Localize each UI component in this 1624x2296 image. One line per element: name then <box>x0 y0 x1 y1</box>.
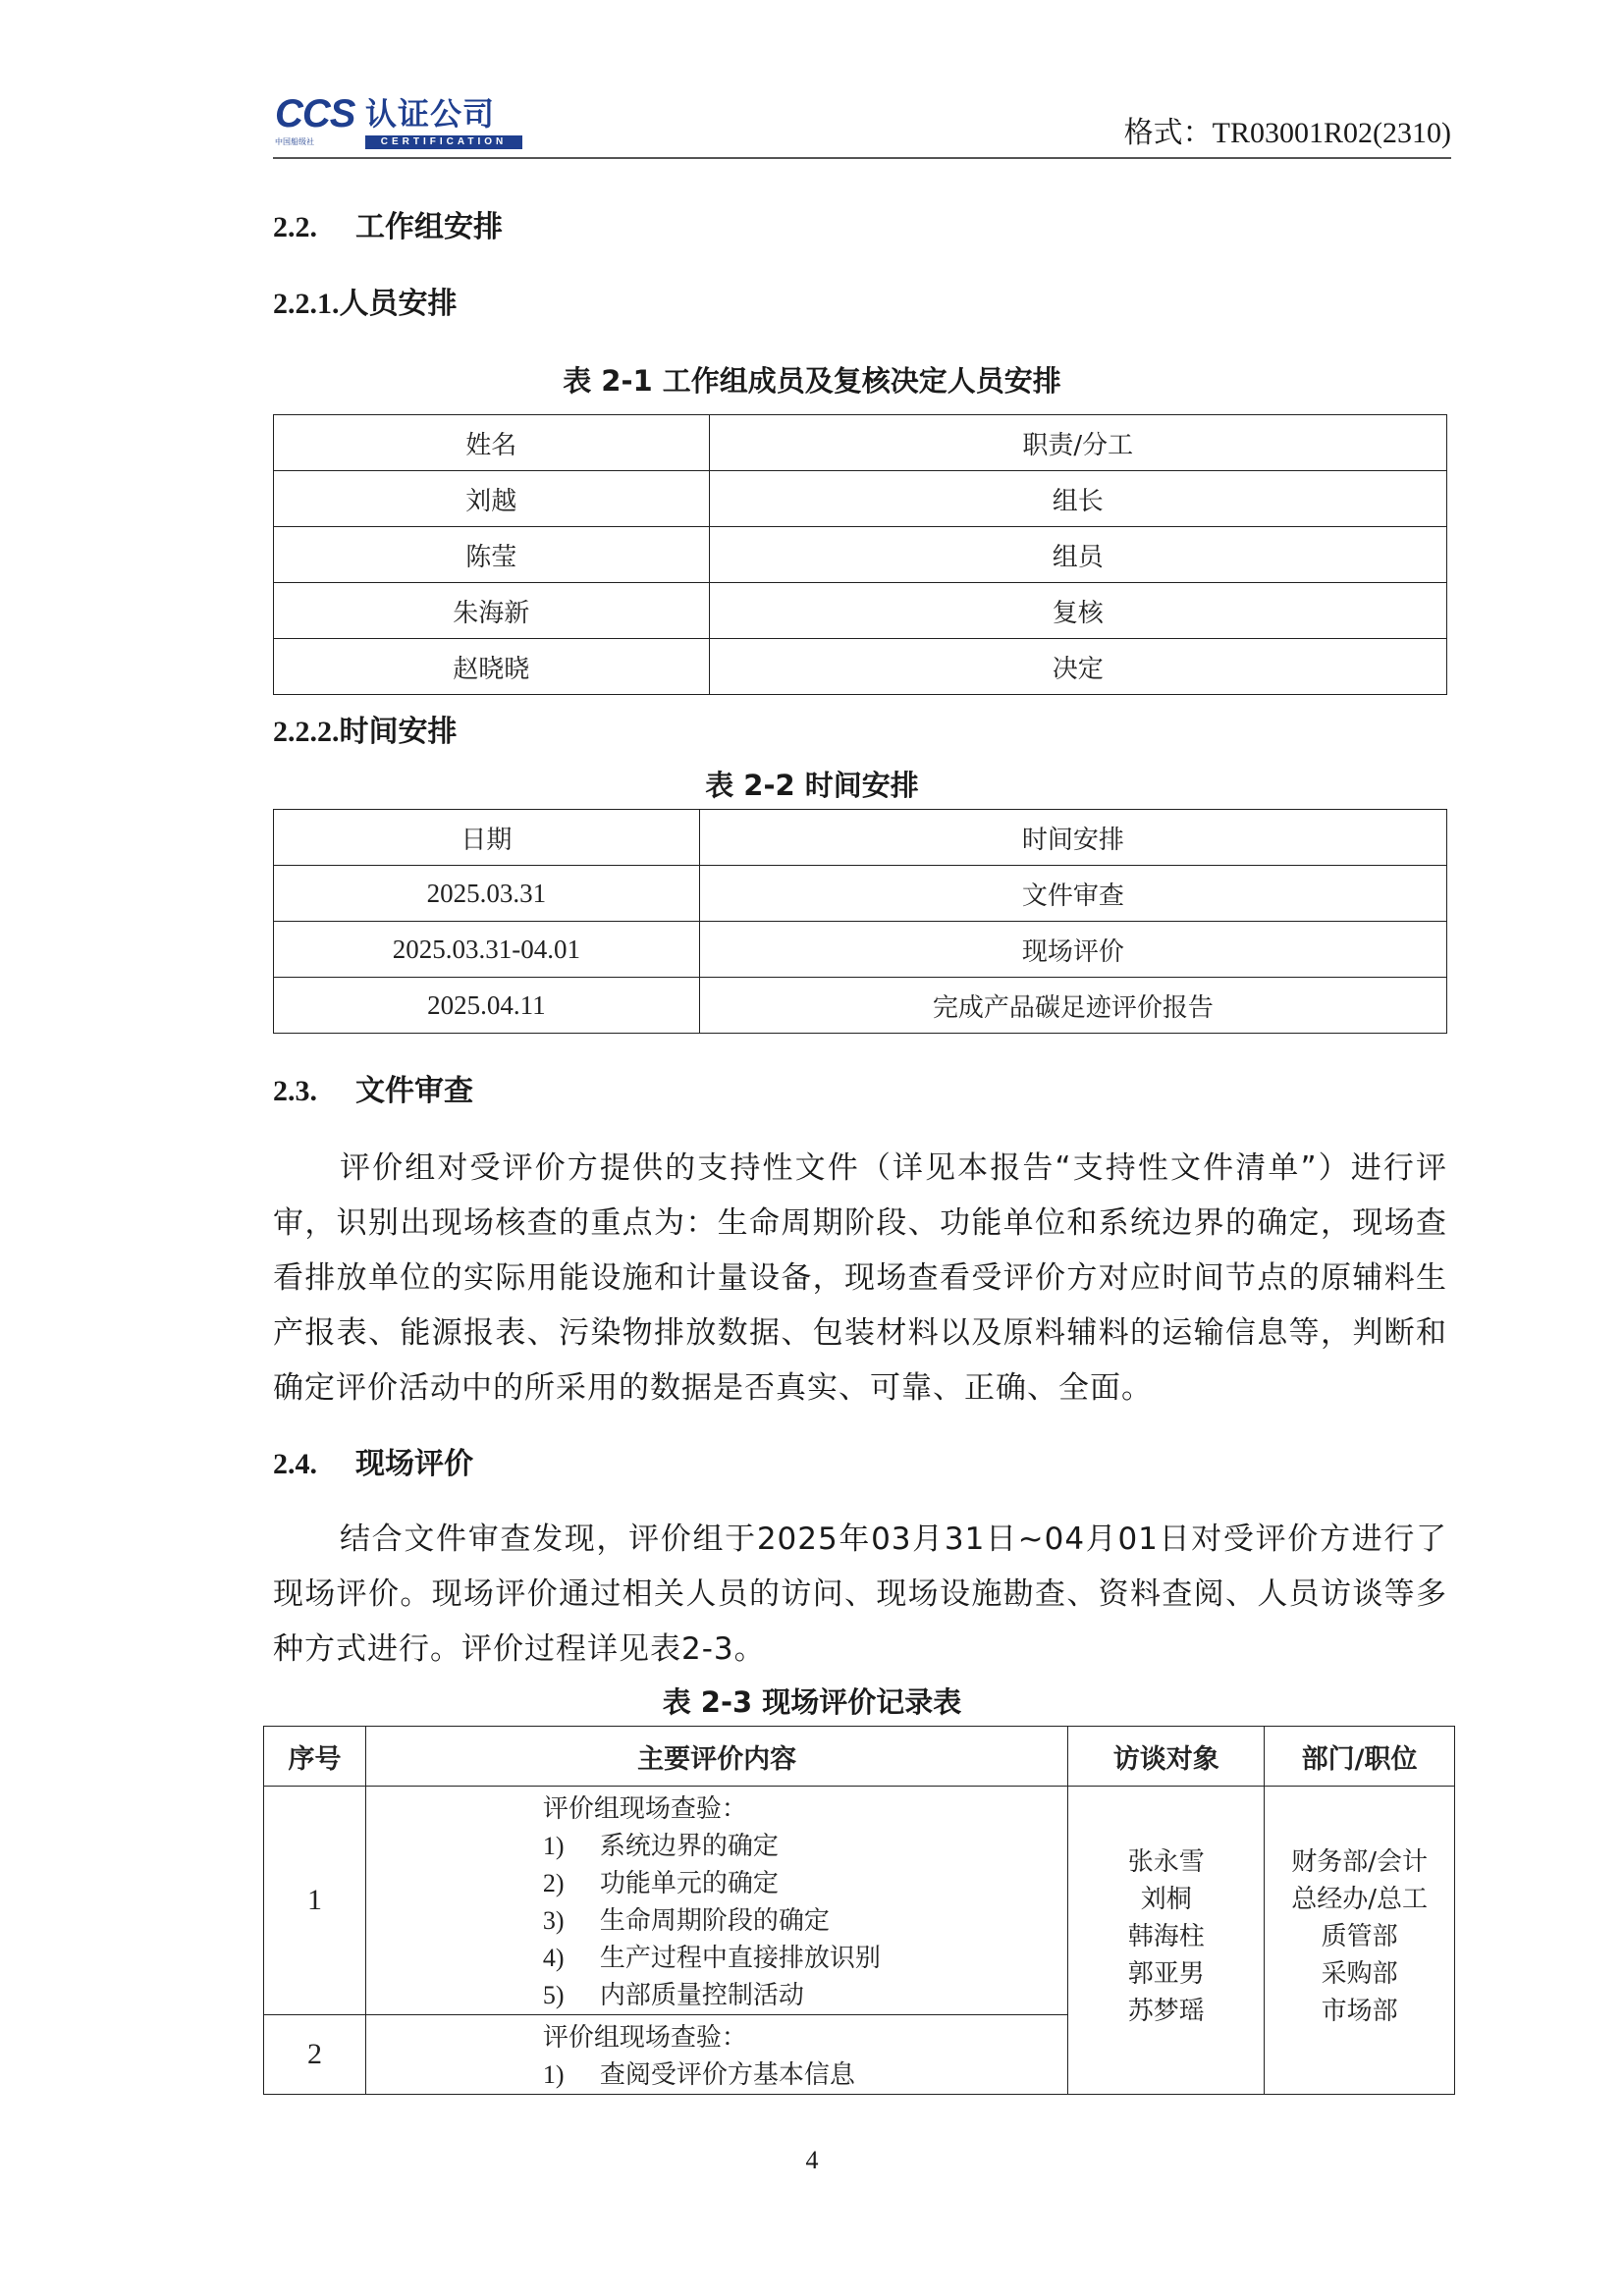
section-title: 现场评价 <box>355 1447 473 1481</box>
company-logo <box>275 94 530 149</box>
table-row <box>274 978 1447 1034</box>
item-number: 4) <box>542 1944 565 1972</box>
position: 市场部 <box>1321 1997 1398 2026</box>
table-row <box>264 1787 1455 2015</box>
header-cell: 主要评价内容 <box>365 1727 1067 1787</box>
header-cell: 访谈对象 <box>1068 1727 1265 1787</box>
table-row <box>274 866 1447 922</box>
item-text: 内部质量控制活动 <box>599 1981 804 2010</box>
list-item <box>366 1865 1067 1902</box>
list-item <box>366 2056 1067 2094</box>
item-text: 查阅受评价方基本信息 <box>599 2060 855 2090</box>
table-header-row <box>264 1727 1455 1787</box>
section-heading-2-2-2 <box>273 715 458 750</box>
interviewee: 刘桐 <box>1140 1885 1192 1914</box>
position: 总经办/总工 <box>1291 1885 1428 1914</box>
personnel-table <box>273 414 1447 695</box>
sequence-cell: 2 <box>264 2015 366 2095</box>
header-divider <box>273 157 1451 159</box>
section-number: 2.2.2. <box>273 716 340 748</box>
item-number: 1) <box>542 1832 565 1860</box>
interviewee: 郭亚男 <box>1127 1959 1205 1989</box>
interviewee: 张永雪 <box>1127 1847 1205 1877</box>
content-lead: 评价组现场查验： <box>542 2023 747 2053</box>
logo-ccs-text: CCS <box>275 92 355 135</box>
logo-company-name: 认证公司 <box>365 95 496 133</box>
header-cell: 时间安排 <box>699 810 1446 866</box>
item-number: 1) <box>542 2060 565 2089</box>
list-item <box>366 1940 1067 1977</box>
table-header-row <box>274 810 1447 866</box>
table-row <box>274 639 1447 695</box>
table-caption-2-2: 表 2-2 时间安排 <box>705 769 919 802</box>
section-title: 时间安排 <box>339 715 458 749</box>
schedule-table <box>273 809 1447 1034</box>
table-caption-2-1: 表 2-1 工作组成员及复核决定人员安排 <box>563 364 1061 398</box>
list-item <box>366 1828 1067 1865</box>
name-cell: 朱海新 <box>274 583 710 639</box>
interviewee: 苏梦瑶 <box>1127 1997 1205 2026</box>
item-number: 5) <box>542 1981 565 2009</box>
item-number: 3) <box>542 1906 565 1935</box>
list-item <box>366 1977 1067 2014</box>
date-cell: 2025.03.31-04.01 <box>274 922 700 978</box>
interviewee: 韩海柱 <box>1127 1922 1205 1951</box>
section-heading-2-4 <box>273 1447 473 1482</box>
position: 质管部 <box>1321 1922 1398 1951</box>
header-cell: 序号 <box>264 1727 366 1787</box>
activity-cell: 完成产品碳足迹评价报告 <box>699 978 1446 1034</box>
header-cell: 日期 <box>274 810 700 866</box>
position: 财务部/会计 <box>1291 1847 1428 1877</box>
role-cell: 决定 <box>709 639 1446 695</box>
sequence-cell: 1 <box>264 1787 366 2015</box>
evaluation-content-cell <box>365 1787 1067 2015</box>
evaluation-content-cell <box>365 2015 1067 2095</box>
role-cell: 组长 <box>709 471 1446 527</box>
table-row <box>274 471 1447 527</box>
name-cell: 赵晓晓 <box>274 639 710 695</box>
list-item <box>366 1902 1067 1940</box>
date-cell: 2025.03.31 <box>274 866 700 922</box>
positions-cell <box>1265 1787 1455 2095</box>
name-cell: 刘越 <box>274 471 710 527</box>
table-row <box>274 527 1447 583</box>
interviewees-cell <box>1068 1787 1265 2095</box>
section-heading-2-2 <box>273 210 503 245</box>
table-caption-2-3: 表 2-3 现场评价记录表 <box>662 1685 962 1719</box>
section-title: 人员安排 <box>339 287 458 321</box>
activity-cell: 现场评价 <box>699 922 1446 978</box>
logo-certification-bar: CERTIFICATION <box>365 135 522 149</box>
item-text: 生命周期阶段的确定 <box>599 1906 830 1936</box>
section-title: 文件审查 <box>355 1074 473 1108</box>
header-cell: 姓名 <box>274 415 710 471</box>
content-lead: 评价组现场查验： <box>542 1794 747 1824</box>
section-heading-2-2-1 <box>273 287 458 322</box>
document-review-paragraph: 评价组对受评价方提供的支持性文件（详见本报告“支持性文件清单”）进行评审，识别出现场核查的重点为：生命周期阶段、功能单位和系统边界的确定，现场查看排放单位的实际用能设施和计量设备，现场查看受评价方对应时间节点的原辅料生产报表、能源报表、污染物排放数据、包装材料以及原料辅料的运输信息等，判断和确定评价活动中的所采用的数据是否真实、可靠、正确、全面。 <box>273 1150 1447 1406</box>
role-cell: 复核 <box>709 583 1446 639</box>
table-row <box>274 583 1447 639</box>
item-text: 生产过程中直接排放识别 <box>599 1944 881 1973</box>
section-number: 2.3. <box>273 1075 317 1107</box>
section-number: 2.2. <box>273 211 317 243</box>
role-cell: 组员 <box>709 527 1446 583</box>
section-title: 工作组安排 <box>355 210 503 244</box>
item-number: 2) <box>542 1869 565 1897</box>
position: 采购部 <box>1321 1959 1398 1989</box>
site-evaluation-table <box>263 1726 1455 2095</box>
logo-subtitle: 中国船级社 <box>275 137 314 146</box>
item-text: 系统边界的确定 <box>599 1832 779 1861</box>
name-cell: 陈莹 <box>274 527 710 583</box>
date-cell: 2025.04.11 <box>274 978 700 1034</box>
activity-cell: 文件审查 <box>699 866 1446 922</box>
section-number: 2.4. <box>273 1448 317 1480</box>
site-evaluation-paragraph: 结合文件审查发现，评价组于2025年03月31日~04月01日对受评价方进行了现场评价。现场评价通过相关人员的访问、现场设施勘查、资料查阅、人员访谈等多种方式进行。评价过程详见表2-3。 <box>273 1522 1447 1667</box>
table-header-row <box>274 415 1447 471</box>
section-heading-2-3 <box>273 1074 473 1109</box>
header-cell: 职责/分工 <box>709 415 1446 471</box>
page-number: 4 <box>805 2146 819 2174</box>
table-row <box>274 922 1447 978</box>
document-format-code: 格式：TR03001R02(2310) <box>1123 117 1451 149</box>
item-text: 功能单元的确定 <box>599 1869 779 1898</box>
header-cell: 部门/职位 <box>1265 1727 1455 1787</box>
section-number: 2.2.1. <box>273 288 340 320</box>
